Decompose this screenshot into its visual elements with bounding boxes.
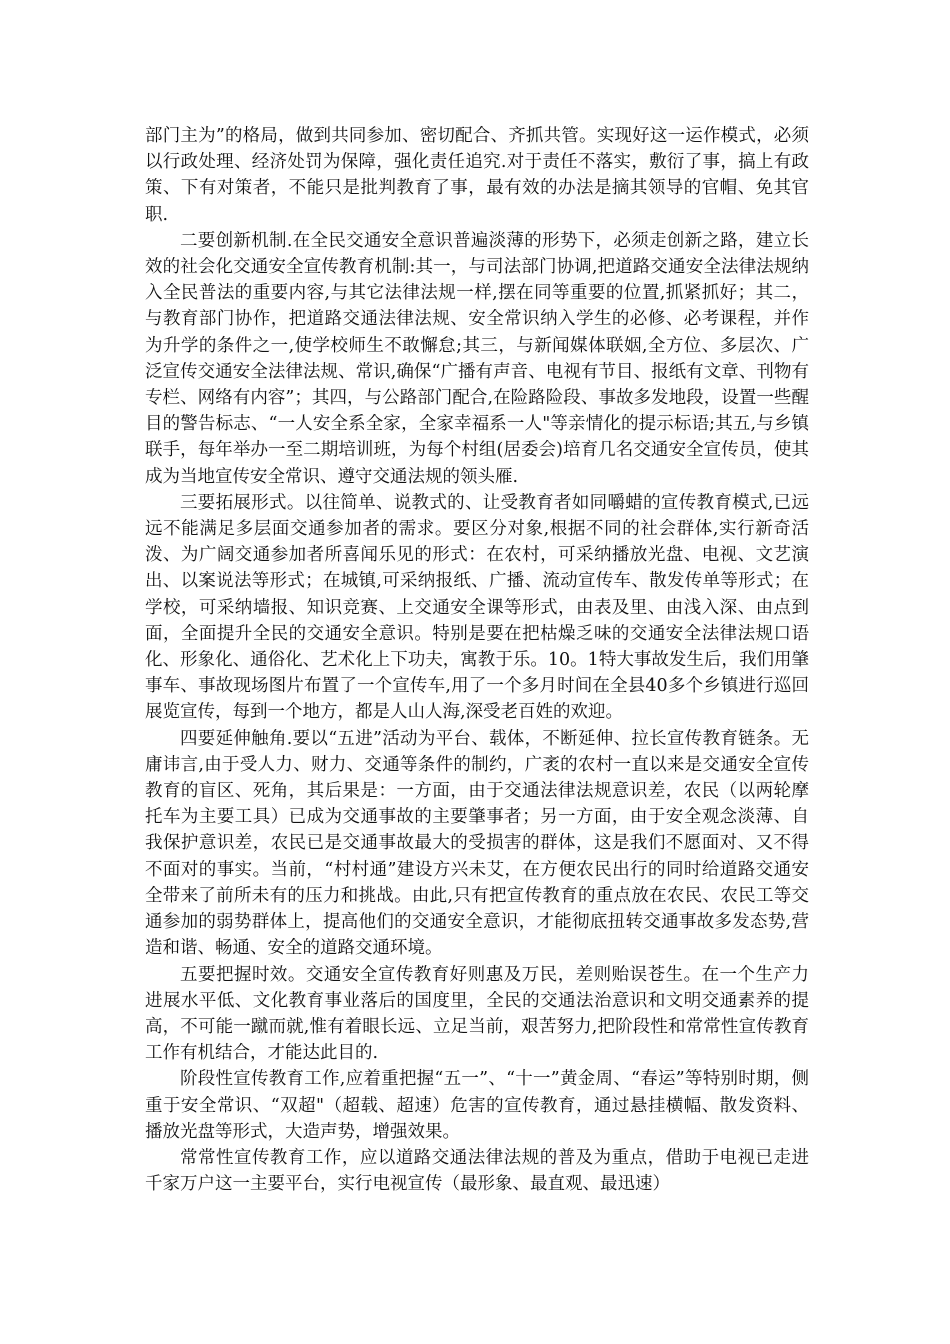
document-body xyxy=(145,123,809,1197)
paragraph-7: 常常性宣传教育工作，应以道路交通法律法规的普及为重点，借助于电视已走进千家万户这一主要平台，实行电视宣传（最形象、最直观、最迅速） xyxy=(145,1147,809,1195)
paragraph-2: 二要创新机制.在全民交通安全意识普遍淡薄的形势下，必须走创新之路，建立长效的社会化交通安全宣传教育机制:其一，与司法部门协调,把道路交通安全法律法规纳入全民普法的重要内容,与其它法律法规一样,摆在同等重要的位置,抓紧抓好；其二，与教育部门协作，把道路交通法律法规、安全常识纳入学生的必修、必考课程，并作为升学的条件之一,使学校师生不敢懈怠;其三，与新闻媒体联姻,全方位、多层次、广泛宣传交通安全法律法规、常识,确保“广播有声音、电视有节目、报纸有文章、刊物有专栏、网络有内容”；其四，与公路部门配合,在险路险段、事故多发地段，设置一些醒目的警告标志、“一人安全系全家，全家幸福系一人"等亲情化的提示标语;其五,与乡镇联手，每年举办一至二期培训班，为每个村组(居委会)培育几名交通安全宣传员，使其成为当地宣传安全常识、遵守交通法规的领头雁. xyxy=(145,230,809,487)
paragraph-4: 四要延伸触角.要以“五进”活动为平台、载体，不断延伸、拉长宣传教育链条。无庸讳言,由于受人力、财力、交通等条件的制约，广袤的农村一直以来是交通安全宣传教育的盲区、死角，其后果是：一方面，由于交通法律法规意识差，农民（以两轮摩托车为主要工具）已成为交通事故的主要肇事者；另一方面，由于安全观念淡薄、自我保护意识差，农民已是交通事故最大的受损害的群体，这是我们不愿面对、又不得不面对的事实。当前，“村村通”建设方兴未艾，在方便农民出行的同时给道路交通安全带来了前所未有的压力和挑战。由此,只有把宣传教育的重点放在农民、农民工等交通参加的弱势群体上，提高他们的交通安全意识，才能彻底扭转交通事故多发态势,营造和谐、畅通、安全的道路交通环境。 xyxy=(145,728,809,959)
paragraph-3: 三要拓展形式。以往简单、说教式的、让受教育者如同嚼蜡的宣传教育模式,已远远不能满足多层面交通参加者的需求。要区分对象,根据不同的社会群体,实行新奇活泼、为广阔交通参加者所喜闻乐见的形式：在农村，可采纳播放光盘、电视、文艺演出、以案说法等形式；在城镇,可采纳报纸、广播、流动宣传车、散发传单等形式；在学校，可采纳墙报、知识竞赛、上交通安全课等形式，由表及里、由浅入深、由点到面，全面提升全民的交通安全意识。特别是要在把枯燥乏味的交通安全法律法规口语化、形象化、通俗化、艺术化上下功夫，寓教于乐。10。1特大事故发生后，我们用肇事车、事故现场图片布置了一个宣传车,用了一个多月时间在全县40多个乡镇进行巡回展览宣传，每到一个地方，都是人山人海,深受老百姓的欢迎。 xyxy=(145,492,809,723)
paragraph-5: 五要把握时效。交通安全宣传教育好则惠及万民，差则贻误苍生。在一个生产力进展水平低、文化教育事业落后的国度里，全民的交通法治意识和文明交通素养的提高，不可能一蹴而就,惟有着眼长远、立足当前，艰苦努力,把阶段性和常常性宣传教育工作有机结合，才能达此目的. xyxy=(145,964,809,1064)
paragraph-6: 阶段性宣传教育工作,应着重把握“五一”、“十一”黄金周、“春运”等特别时期，侧重于安全常识、“双超"（超载、超速）危害的宣传教育，通过悬挂横幅、散发资料、播放光盘等形式，大造声势，增强效果。 xyxy=(145,1069,809,1142)
paragraph-1: 部门主为”的格局，做到共同参加、密切配合、齐抓共管。实现好这一运作模式，必须以行政处理、经济处罚为保障，强化责任追究.对于责任不落实，敷衍了事，搞上有政策、下有对策者，不能只是批判教育了事，最有效的办法是摘其领导的官帽、免其官职. xyxy=(145,126,809,225)
